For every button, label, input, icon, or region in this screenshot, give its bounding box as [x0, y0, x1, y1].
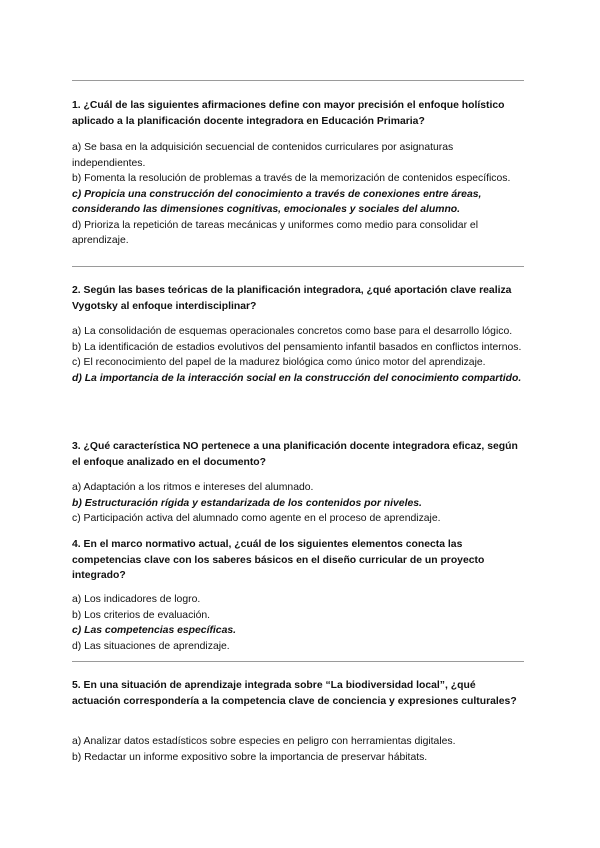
question-3-text: 3. ¿Qué característica NO pertenece a una planificación docente integradora eficaz, según el enfoque analizado en el documento?: [72, 441, 518, 468]
option-4d: d) Las situaciones de aprendizaje.: [72, 640, 230, 652]
question-3-options: [72, 480, 524, 527]
question-1-options: [72, 140, 524, 249]
question-2-options: [72, 324, 524, 386]
question-5-text: 5. En una situación de aprendizaje integrada sobre “La biodiversidad local”, ¿qué actuación correspondería a la competencia clave de conciencia y expresiones culturales?: [72, 680, 517, 707]
option-2a: a) La consolidación de esquemas operacionales concretos como base para el desarrollo lógico.: [72, 326, 513, 337]
question-1-text: 1. ¿Cuál de las siguientes afirmaciones define con mayor precisión el enfoque holístico aplicado a la planificación docente integradora en Educación Primaria?: [72, 100, 505, 127]
option-5b: b) Redactar un informe expositivo sobre la importancia de preservar hábitats.: [72, 751, 428, 763]
question-4-text: 4. En el marco normativo actual, ¿cuál de los siguientes elementos conecta las competencias clave con los saberes básicos en el diseño curricular de un proyecto integrado?: [72, 539, 485, 582]
option-3b-correct: b) Estructuración rígida y estandarizada de los contenidos por niveles.: [72, 497, 422, 509]
option-1d: d) Prioriza la repetición de tareas mecánicas y uniformes como medio para consolidar el aprendizaje.: [72, 219, 479, 246]
question-2-text: 2. Según las bases teóricas de la planificación integradora, ¿qué aportación clave realiza Vygotsky al enfoque interdisciplinar?: [72, 285, 512, 312]
option-1a: a) Se basa en la adquisición secuencial de contenidos curriculares por asignaturas independientes.: [72, 142, 454, 169]
option-4a: a) Los indicadores de logro.: [72, 594, 201, 605]
option-4b: b) Los criterios de evaluación.: [72, 609, 211, 621]
question-4-options: [72, 592, 524, 654]
option-2d-correct: d) La importancia de la interacción social en la construcción del conocimiento compartido.: [72, 372, 522, 384]
option-5a: a) Analizar datos estadísticos sobre especies en peligro con herramientas digitales.: [72, 736, 456, 747]
divider: [72, 80, 524, 81]
option-3c: c) Participación activa del alumnado como agente en el proceso de aprendizaje.: [72, 513, 441, 524]
divider: [72, 266, 524, 267]
option-4c-correct: c) Las competencias específicas.: [72, 625, 237, 636]
option-2b: b) La identificación de estadios evolutivos del pensamiento infantil basados en conflictos internos.: [72, 341, 522, 353]
option-3a: a) Adaptación a los ritmos e intereses del alumnado.: [72, 482, 314, 493]
option-1c-correct: c) Propicia una construcción del conocimiento a través de conexiones entre áreas, considerando las dimensiones cognitivas, emocionales y sociales del alumno.: [72, 188, 482, 215]
option-2c: c) El reconocimiento del papel de la madurez biológica como único motor del aprendizaje.: [72, 357, 486, 368]
divider: [72, 661, 524, 662]
option-1b: b) Fomenta la resolución de problemas a través de la memorización de contenidos específicos.: [72, 173, 511, 184]
question-5-options: [72, 734, 524, 765]
